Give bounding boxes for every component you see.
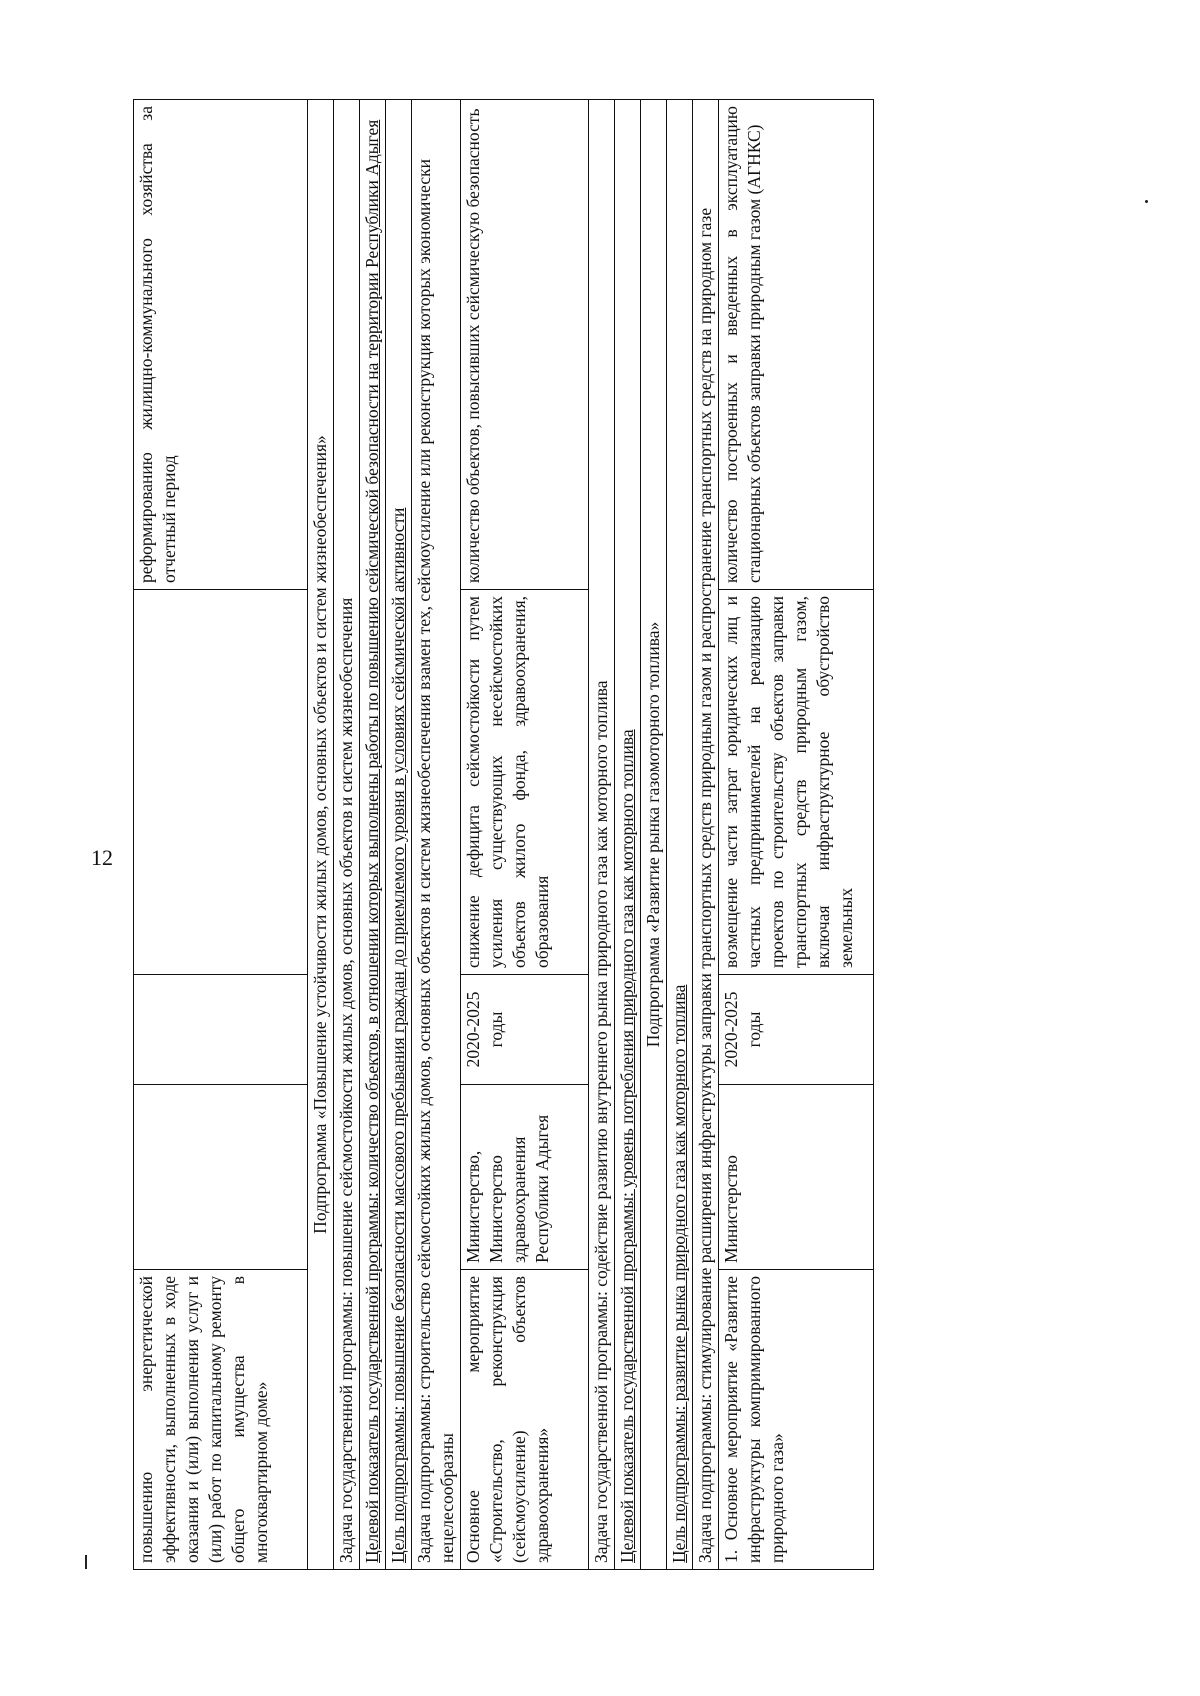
- cell-result: снижение дефицита сейсмостойкости путем усиления существующих несейсмостойких объектов жилого фонда, здравоохранения, образования: [461, 590, 589, 975]
- subprogram-task: Задача подпрограммы: строительство сейсмостойких жилых домов, основных объектов и систем жизнеобеспечения взамен тех, сейсмоусиление или реконструкция которых экономически нецелесообразны: [412, 100, 461, 1570]
- cell-period: 2020-2025 годы: [461, 975, 589, 1085]
- cell-result: возмещение части затрат юридических лиц и частных предпринимателей на реализацию проектов по строительству объектов заправки транспортных средств природным газом, включая инфраструктурное обустройство земельных: [719, 590, 874, 975]
- table-row: [386, 100, 412, 1570]
- table-row: [589, 100, 615, 1570]
- table-row: [615, 100, 641, 1570]
- subprogram-goal: Цель подпрограммы: повышение безопасности массового пребывания граждан до приемлемого уровня в условиях сейсмической активности: [386, 100, 412, 1570]
- program-task: Задача государственной программы: содействие развитию внутреннего рынка природного газа как моторного топлива: [589, 100, 615, 1570]
- subprogram-task: Задача подпрограммы: стимулирование расширения инфраструктуры заправки транспортных средств природным газом и распространение транспортных средств на природном газе: [693, 100, 719, 1570]
- subprogram-heading: Подпрограмма «Повышение устойчивости жилых домов, основных объектов и систем жизнеобеспечения»: [308, 100, 334, 1570]
- table-row: [667, 100, 693, 1570]
- margin-mark: [85, 1555, 87, 1569]
- program-indicator: Целевой показатель государственной программы: количество объектов, в отношении которых выполнены работы по повышению сейсмической безопасности на территории Республики Адыгея: [360, 100, 386, 1570]
- table-row: [334, 100, 360, 1570]
- subprogram-goal: Цель подпрограммы: развитие рынка природного газа как моторного топлива: [667, 100, 693, 1570]
- program-indicator: Целевой показатель государственной программы: уровень потребления природного газа как моторного топлива: [615, 100, 641, 1570]
- margin-dot: [1145, 200, 1148, 203]
- table-row: [693, 100, 719, 1570]
- cell-measure: Основное мероприятие «Строительство, реконструкция (сейсмоусиление) объектов здравоохранения»: [461, 1270, 589, 1570]
- cell-measure: 1. Основное мероприятие «Развитие инфраструктуры компримированного природного газа»: [719, 1270, 874, 1570]
- table-row: [461, 100, 589, 1570]
- cell-indicator: количество объектов, повысивших сейсмическую безопасность: [461, 100, 589, 590]
- subprogram-heading: Подпрограмма «Развитие рынка газомоторного топлива»: [641, 100, 667, 1570]
- cell-result: [134, 590, 308, 975]
- cell-indicator: реформированию жилищно-коммунального хозяйства за отчетный период: [134, 100, 308, 590]
- table-row: [719, 100, 874, 1570]
- table-row: [360, 100, 386, 1570]
- cell-executor: [134, 1085, 308, 1270]
- table-row: [412, 100, 461, 1570]
- table-row: [134, 100, 308, 1570]
- program-task: Задача государственной программы: повышение сейсмостойкости жилых домов, основных объектов и систем жизнеобеспечения: [334, 100, 360, 1570]
- table-row: [641, 100, 667, 1570]
- table-row: [308, 100, 334, 1570]
- cell-period: [134, 975, 308, 1085]
- cell-measure: повышению энергетической эффективности, выполненных в ходе оказания и (или) выполнения услуг и (или) работ по капитальному ремонту общего имущества в многоквартирном доме»: [134, 1270, 308, 1570]
- cell-executor: Министерство: [719, 1085, 874, 1270]
- rotated-table-container: [133, 100, 856, 1570]
- cell-period: 2020-2025 годы: [719, 975, 874, 1085]
- cell-indicator: количество построенных и введенных в эксплуатацию стационарных объектов заправки природным газом (АГНКС): [719, 100, 874, 590]
- program-table: [133, 99, 874, 1570]
- page-number: 12: [91, 845, 113, 870]
- cell-executor: Министерство, Министерство здравоохранения Республики Адыгея: [461, 1085, 589, 1270]
